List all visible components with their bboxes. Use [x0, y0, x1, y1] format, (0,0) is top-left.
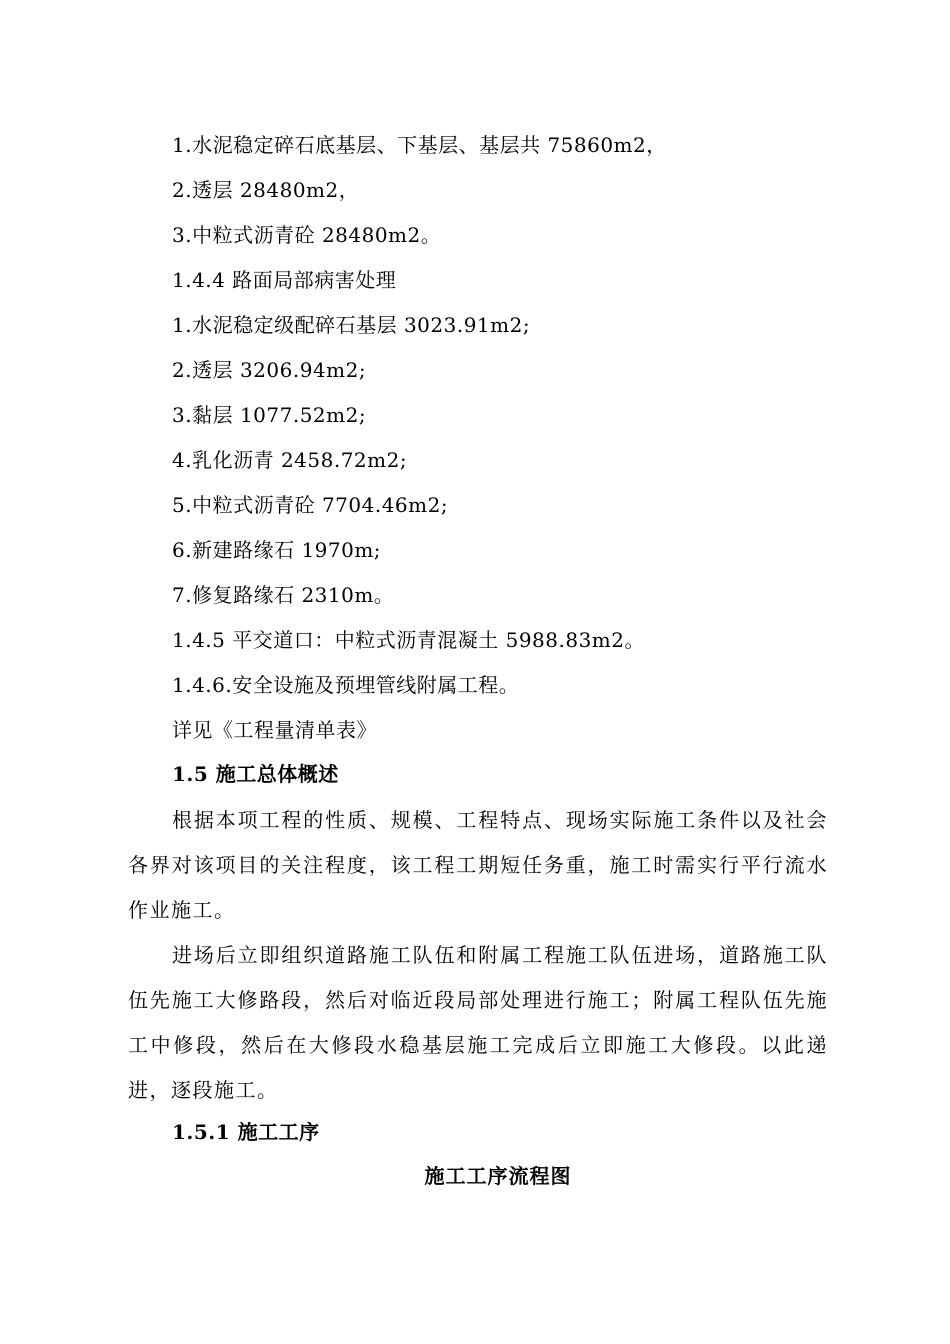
- overview-paragraph-2: 进场后立即组织道路施工队伍和附属工程施工队伍进场，道路施工队伍先施工大修路段，然后对临近段局部处理进行施工；附属工程队伍先施工中修段，然后在大修段水稳基层施工完成后立即施工大修段。以此递进，逐段施工。: [128, 943, 828, 1102]
- subsection-heading-1-4-5: 1.4.5 平交道口：中粒式沥青混凝土 5988.83m2。: [172, 628, 645, 652]
- figure-title: 施工工序流程图: [424, 1164, 572, 1188]
- see-bill-of-quantities: 详见《工程量清单表》: [172, 718, 377, 742]
- repair-line-5: 5.中粒式沥青砼 7704.46m2;: [172, 493, 449, 517]
- subsection-heading-1-4-4: 1.4.4 路面局部病害处理: [172, 268, 397, 292]
- repair-line-6: 6.新建路缘石 1970m;: [172, 538, 382, 562]
- repair-line-1: 1.水泥稳定级配碎石基层 3023.91m2;: [172, 313, 531, 337]
- quantity-line-2: 2.透层 28480m2，: [172, 178, 360, 202]
- subsection-heading-1-4-6: 1.4.6.安全设施及预埋管线附属工程。: [172, 673, 520, 697]
- quantity-line-1: 1.水泥稳定碎石底基层、下基层、基层共 75860m2，: [172, 133, 667, 157]
- subsection-heading-1-5-1: 1.5.1 施工工序: [172, 1120, 320, 1144]
- repair-line-3: 3.黏层 1077.52m2;: [172, 403, 367, 427]
- quantity-line-3: 3.中粒式沥青砼 28480m2。: [172, 223, 442, 247]
- repair-line-2: 2.透层 3206.94m2;: [172, 358, 367, 382]
- repair-line-7: 7.修复路缘石 2310m。: [172, 583, 395, 607]
- overview-paragraph-1: 根据本项工程的性质、规模、工程特点、现场实际施工条件以及社会各界对该项目的关注程度，该工程工期短任务重，施工时需实行平行流水作业施工。: [128, 808, 828, 922]
- repair-line-4: 4.乳化沥青 2458.72m2;: [172, 448, 408, 472]
- section-heading-1-5: 1.5 施工总体概述: [172, 762, 339, 786]
